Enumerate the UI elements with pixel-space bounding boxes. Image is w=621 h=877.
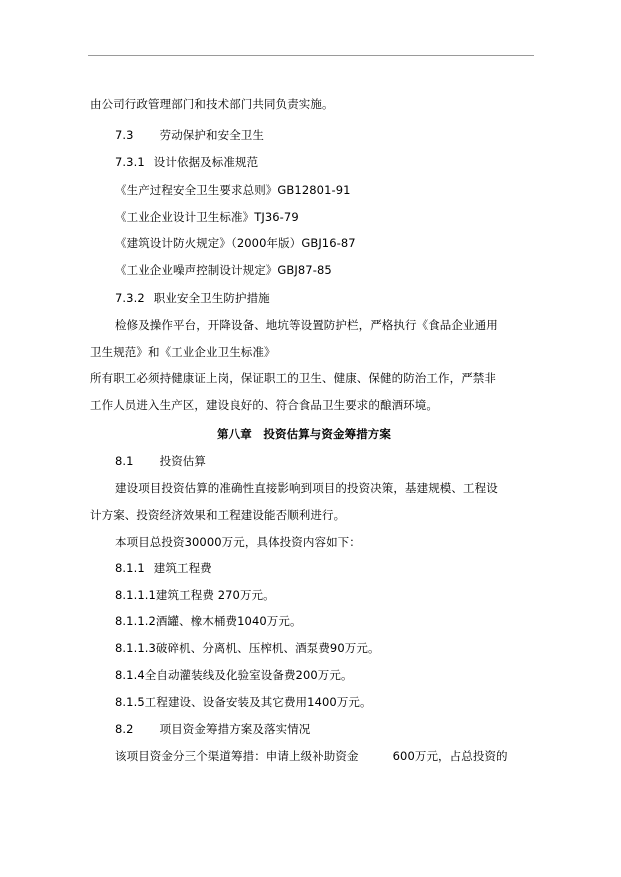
paragraph-line: 检修及操作平台，开降设备、地坑等设置防护栏，严格执行《食品企业通用 <box>115 318 498 332</box>
section-title: 投资估算 <box>159 454 206 468</box>
standard-reference: 《生产过程安全卫生要求总则》GB12801-91 <box>115 183 351 197</box>
chapter-title: 第八章 投资估算与资金筹措方案 <box>217 427 391 441</box>
standard-reference: 《工业企业设计卫生标准》TJ36-79 <box>115 210 299 224</box>
paragraph-line: 工作人员进入生产区，建设良好的、符合食品卫生要求的酿酒环境。 <box>90 398 438 412</box>
paragraph-line: 由公司行政管理部门和技术部门共同负责实施。 <box>90 97 334 111</box>
section-heading <box>115 722 310 736</box>
section-number: 7.3.1 <box>115 155 145 169</box>
paragraph-line: 建设项目投资估算的准确性直接影响到项目的投资决策，基建规模、工程设 <box>115 481 498 495</box>
paragraph-line <box>115 749 508 763</box>
cost-item: 8.1.4全自动灌装线及化验室设备费200万元。 <box>115 668 353 682</box>
section-number: 7.3.2 <box>115 291 145 305</box>
cost-item: 8.1.1.2酒罐、橡木桶费1040万元。 <box>115 614 302 628</box>
paragraph-line: 本项目总投资30000万元，具体投资内容如下： <box>115 535 361 549</box>
subsection-heading <box>115 561 212 575</box>
subsection-heading <box>115 155 258 169</box>
section-heading <box>115 128 264 142</box>
text-run: 该项目资金分三个渠道筹措：申请上级补助资金 <box>115 749 359 763</box>
paragraph-line: 卫生规范》和《工业企业卫生标准》 <box>90 345 276 359</box>
section-title: 项目资金筹措方案及落实情况 <box>159 722 311 736</box>
section-title: 劳动保护和安全卫生 <box>159 128 264 142</box>
section-number: 7.3 <box>115 128 134 142</box>
section-heading <box>115 454 206 468</box>
cost-item: 8.1.1.1建筑工程费 270万元。 <box>115 588 275 602</box>
cost-item: 8.1.5工程建设、设备安装及其它费用1400万元。 <box>115 695 372 709</box>
section-title: 建筑工程费 <box>153 561 212 575</box>
text-run: 600万元，占总投资的 <box>392 749 508 763</box>
paragraph-line: 计方案、投资经济效果和工程建设能否顺利进行。 <box>90 508 346 522</box>
header-rule <box>88 55 534 56</box>
section-title: 职业安全卫生防护措施 <box>153 291 270 305</box>
section-number: 8.2 <box>115 722 134 736</box>
section-number: 8.1 <box>115 454 134 468</box>
section-title: 设计依据及标准规范 <box>153 155 259 169</box>
subsection-heading <box>115 291 270 305</box>
cost-item: 8.1.1.3破碎机、分离机、压榨机、酒泵费90万元。 <box>115 641 380 655</box>
section-number: 8.1.1 <box>115 561 145 575</box>
standard-reference: 《工业企业噪声控制设计规定》GBJ87-85 <box>115 263 332 277</box>
standard-reference: 《建筑设计防火规定》（2000年版）GBJ16-87 <box>115 236 356 250</box>
paragraph-line: 所有职工必须持健康证上岗，保证职工的卫生、健康、保健的防治工作，严禁非 <box>90 371 496 385</box>
